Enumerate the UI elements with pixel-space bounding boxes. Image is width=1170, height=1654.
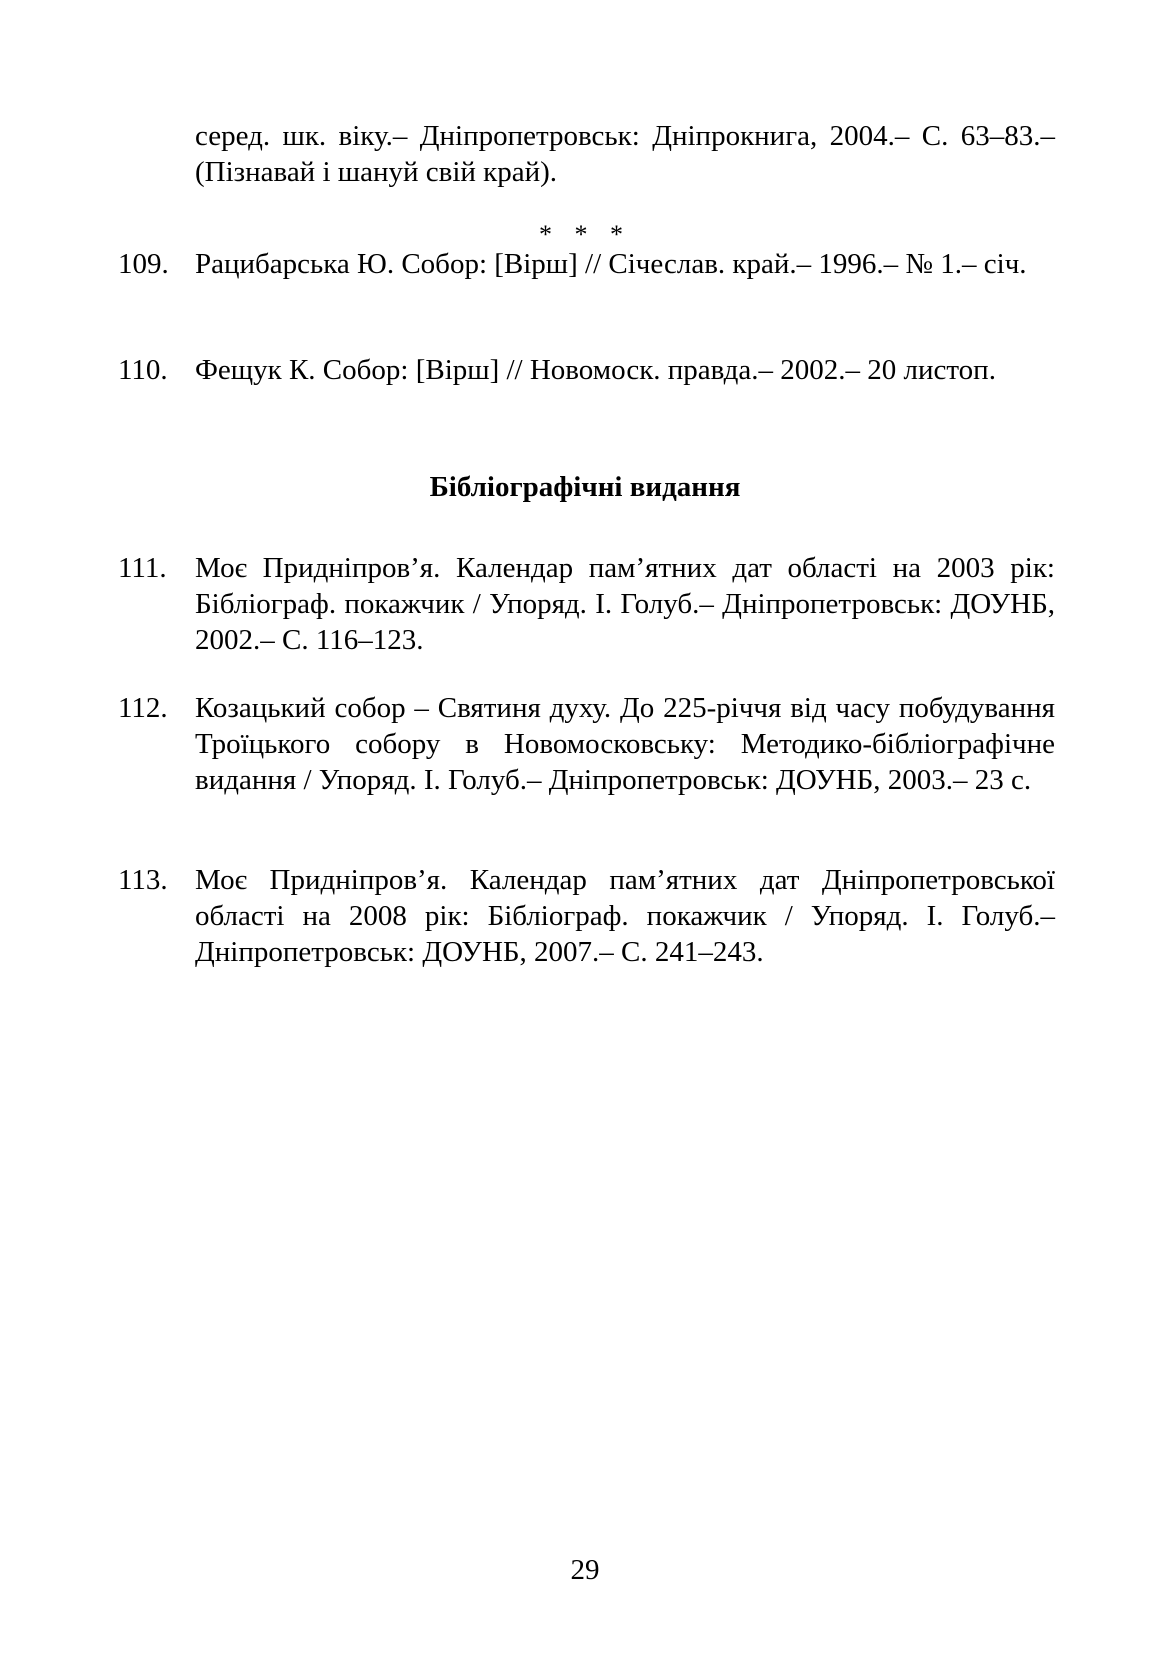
entry-number: 113. xyxy=(118,864,168,896)
entry-number: 109. xyxy=(118,248,169,280)
bibliography-entry-113 xyxy=(118,862,1055,970)
continuation-text: серед. шк. віку.– Дніпропетровськ: Дніпрокнига, 2004.– С. 63–83.– (Пізнавай і шануй свій край). xyxy=(195,120,1055,188)
entry-text: Моє Придніпров’я. Календар пам’ятних дат Дніпропетровської області на 2008 рік: Бібліограф. покажчик / Упоряд. І. Голуб.– Дніпропетровськ: ДОУНБ, 2007.– С. 241–243. xyxy=(195,864,1055,968)
entry-number: 112. xyxy=(118,692,168,724)
section-separator: * * * xyxy=(539,220,631,249)
entry-text: Козацький собор – Святиня духу. До 225-річчя від часу побудування Троїцького собору в Новомосковську: Методико-бібліографічне видання / Упоряд. І. Голуб.– Дніпропетровськ: ДОУНБ, 2003.– 23 с. xyxy=(195,692,1055,796)
section-heading: Бібліографічні видання xyxy=(429,471,741,503)
entry-text: Фещук К. Собор: [Вірш] // Новомоск. правда.– 2002.– 20 листоп. xyxy=(195,354,996,386)
entry-number: 111. xyxy=(118,552,167,584)
bibliography-entry-111 xyxy=(118,550,1055,658)
entry-text: Моє Придніпров’я. Календар пам’ятних дат області на 2003 рік: Бібліограф. покажчик / Упоряд. І. Голуб.– Дніпропетровськ: ДОУНБ, 2002.– С. 116–123. xyxy=(195,552,1055,656)
page-number: 29 xyxy=(570,1554,600,1586)
bibliography-entry-112 xyxy=(118,690,1055,798)
bibliography-entry-109 xyxy=(118,246,1055,282)
entry-number: 110. xyxy=(118,354,168,386)
entry-text: Рацибарська Ю. Собор: [Вірш] // Січеслав. край.– 1996.– № 1.– січ. xyxy=(195,248,1027,280)
bibliography-entry-110 xyxy=(118,352,1055,388)
